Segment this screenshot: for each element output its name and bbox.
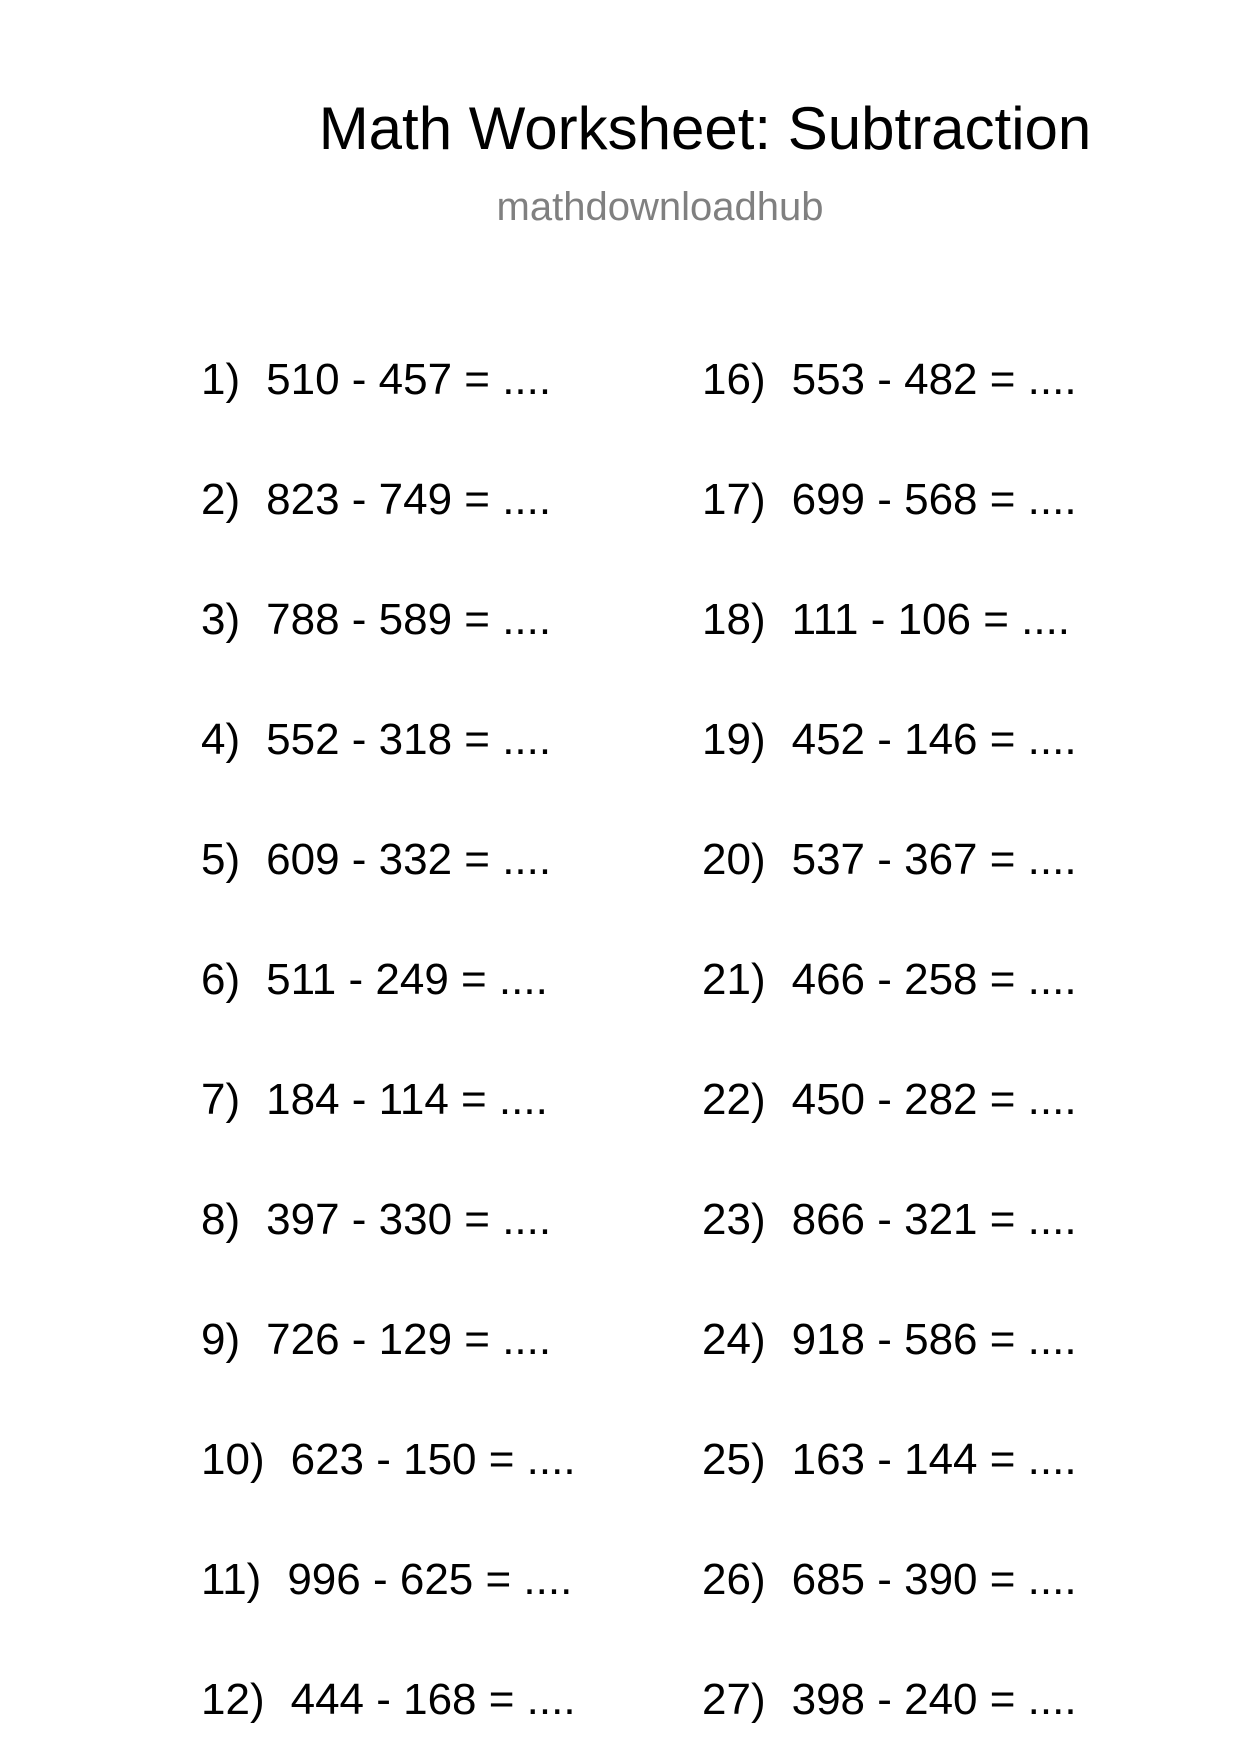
problem-item: [702, 1550, 1077, 1610]
problem-item: [201, 470, 551, 530]
problem-expression: 866 - 321 = ....: [791, 1195, 1077, 1244]
problem-item: [201, 350, 551, 410]
problem-item: [702, 1670, 1077, 1730]
problem-item: [201, 830, 551, 890]
problem-expression: 163 - 144 = ....: [791, 1435, 1077, 1484]
problem-number: 9): [201, 1315, 241, 1364]
problem-number: 27): [702, 1675, 766, 1724]
problem-number: 8): [201, 1195, 241, 1244]
problem-expression: 996 - 625 = ....: [287, 1555, 573, 1604]
problem-expression: 444 - 168 = ....: [290, 1675, 576, 1724]
problem-item: [201, 1550, 572, 1610]
problem-item: [201, 1310, 551, 1370]
problem-item: [702, 710, 1077, 770]
problem-item: [201, 1670, 576, 1730]
problem-expression: 184 - 114 = ....: [266, 1075, 548, 1124]
problem-expression: 510 - 457 = ....: [266, 355, 552, 404]
problem-item: [201, 1190, 551, 1250]
problem-number: 3): [201, 595, 241, 644]
problem-item: [201, 950, 548, 1010]
problem-item: [702, 470, 1077, 530]
problem-expression: 553 - 482 = ....: [791, 355, 1077, 404]
worksheet-subtitle: mathdownloadhub: [496, 185, 824, 229]
worksheet-title: Math Worksheet: Subtraction: [318, 95, 1092, 162]
problem-item: [702, 1070, 1077, 1130]
problem-number: 26): [702, 1555, 766, 1604]
problem-number: 18): [702, 595, 766, 644]
problem-expression: 726 - 129 = ....: [266, 1315, 552, 1364]
problem-number: 19): [702, 715, 766, 764]
problem-number: 21): [702, 955, 766, 1004]
problem-number: 6): [201, 955, 241, 1004]
problem-number: 7): [201, 1075, 241, 1124]
problem-expression: 452 - 146 = ....: [791, 715, 1077, 764]
problem-item: [702, 350, 1077, 410]
problem-item: [702, 590, 1070, 650]
problem-number: 12): [201, 1675, 265, 1724]
problem-number: 5): [201, 835, 241, 884]
problem-number: 2): [201, 475, 241, 524]
problem-expression: 918 - 586 = ....: [791, 1315, 1077, 1364]
problem-number: 17): [702, 475, 766, 524]
problem-number: 1): [201, 355, 241, 404]
problem-expression: 397 - 330 = ....: [266, 1195, 552, 1244]
problem-expression: 823 - 749 = ....: [266, 475, 552, 524]
problem-number: 20): [702, 835, 766, 884]
problem-expression: 398 - 240 = ....: [791, 1675, 1077, 1724]
problem-number: 11): [201, 1555, 262, 1604]
problem-item: [702, 1430, 1077, 1490]
problem-expression: 466 - 258 = ....: [791, 955, 1077, 1004]
problem-number: 16): [702, 355, 766, 404]
problem-item: [702, 1310, 1077, 1370]
problem-item: [702, 1190, 1077, 1250]
problem-expression: 111 - 106 = ....: [791, 595, 1071, 644]
problem-number: 22): [702, 1075, 766, 1124]
problem-item: [201, 1070, 548, 1130]
problem-number: 10): [201, 1435, 265, 1484]
problem-number: 24): [702, 1315, 766, 1364]
problem-item: [201, 590, 551, 650]
problem-expression: 788 - 589 = ....: [266, 595, 552, 644]
problem-expression: 537 - 367 = ....: [791, 835, 1077, 884]
problem-item: [702, 830, 1077, 890]
problem-item: [201, 710, 551, 770]
problem-expression: 623 - 150 = ....: [290, 1435, 576, 1484]
problem-expression: 609 - 332 = ....: [266, 835, 552, 884]
problem-number: 4): [201, 715, 241, 764]
problem-expression: 552 - 318 = ....: [266, 715, 552, 764]
problem-expression: 450 - 282 = ....: [791, 1075, 1077, 1124]
problem-number: 23): [702, 1195, 766, 1244]
problem-number: 25): [702, 1435, 766, 1484]
problem-expression: 511 - 249 = ....: [266, 955, 548, 1004]
problem-item: [702, 950, 1077, 1010]
problem-expression: 699 - 568 = ....: [791, 475, 1077, 524]
problem-item: [201, 1430, 576, 1490]
problem-expression: 685 - 390 = ....: [791, 1555, 1077, 1604]
